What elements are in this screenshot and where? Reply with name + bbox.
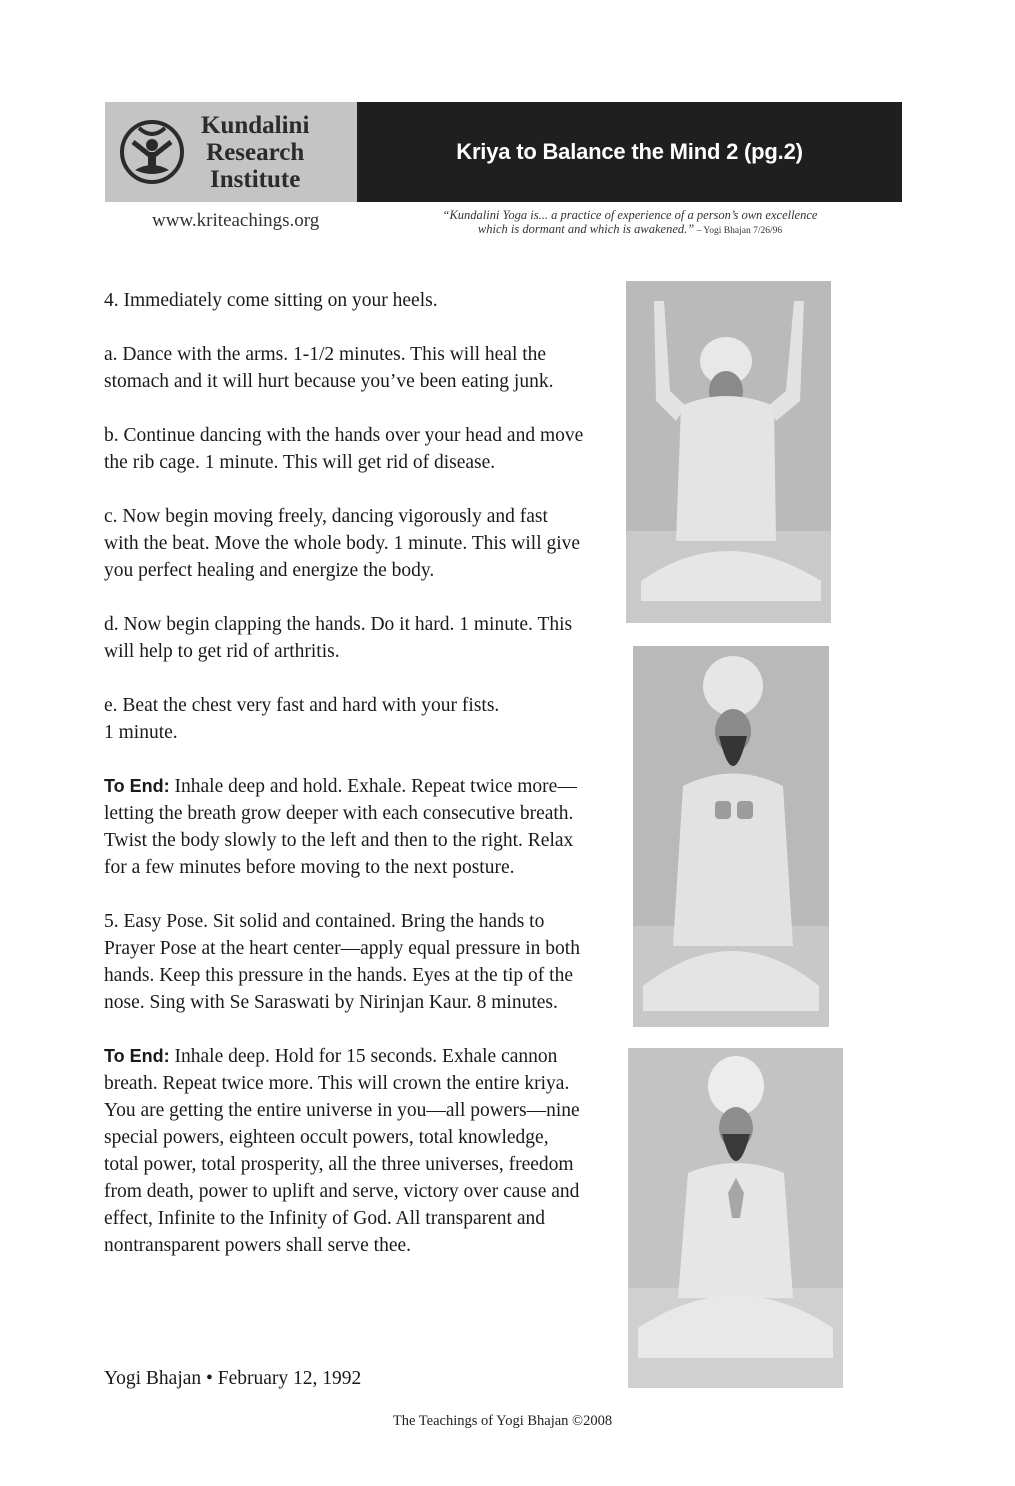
step-4: 4. Immediately come sitting on your heels.	[104, 290, 438, 311]
logo-line-3: Institute	[210, 165, 301, 193]
header-quote	[420, 208, 840, 238]
yogi-arms-raised-image	[626, 281, 831, 623]
signature: Yogi Bhajan • February 12, 1992	[104, 1368, 362, 1389]
step-4e-text: e. Beat the chest very fast and hard with your fists.	[104, 695, 500, 716]
logo-line-1: Kundalini	[201, 111, 310, 139]
title-banner	[357, 102, 902, 202]
photo-arms-raised	[626, 281, 831, 623]
page-header	[105, 102, 902, 202]
to-end-1	[104, 773, 584, 881]
photo-chest-beating	[633, 646, 829, 1027]
quote-line-1: “Kundalini Yoga is... a practice of experience of a person’s own excellence	[442, 208, 818, 222]
website-url[interactable]: www.kriteachings.org	[152, 210, 320, 231]
instructions-body	[104, 287, 584, 1286]
to-end-1-text: Inhale deep and hold. Exhale. Repeat twice more—letting the breath grow deeper with each consecutive breath. Twist the body slowly to the left and then to the right. Relax for a few minutes before moving to the next posture.	[104, 776, 577, 878]
to-end-2	[104, 1043, 584, 1259]
logo-line-2: Research	[206, 138, 305, 166]
kri-logo	[105, 102, 357, 202]
step-4d: d. Now begin clapping the hands. Do it hard. 1 minute. This will help to get rid of arthritis.	[104, 614, 573, 662]
footer-copyright: The Teachings of Yogi Bhajan ©2008	[392, 1413, 613, 1429]
quote-attribution: – Yogi Bhajan 7/26/96	[694, 226, 783, 236]
meditating-figure-icon	[119, 112, 185, 192]
to-end-2-text: Inhale deep. Hold for 15 seconds. Exhale cannon breath. Repeat twice more. This will crown the entire kriya. You are getting the entire universe in you—all powers—nine special powers, eighteen occult powers, total knowledge, total power, total prosperity, all the three universes, freedom from death, power to uplift and serve, victory over cause and effect, Infinite to the Infinity of God. All transparent and nontransparent powers shall serve thee.	[104, 1046, 580, 1256]
step-5: 5. Easy Pose. Sit solid and contained. Bring the hands to Prayer Pose at the heart center—apply equal pressure in both hands. Keep this pressure in the hands. Eyes at the tip of the nose. Sing with Se Saraswati by Nirinjan Kaur. 8 minutes.	[104, 911, 580, 1013]
to-end-label: To End:	[104, 1046, 170, 1066]
to-end-label: To End:	[104, 776, 170, 796]
step-4e	[104, 692, 584, 746]
step-4c: c. Now begin moving freely, dancing vigorously and fast with the beat. Move the whole body. 1 minute. This will give you perfect healing and energize the body.	[104, 506, 581, 581]
logo-wordmark	[201, 112, 309, 193]
step-4b: b. Continue dancing with the hands over your head and move the rib cage. 1 minute. This will get rid of disease.	[104, 425, 584, 473]
quote-line-2: which is dormant and which is awakened.”	[477, 222, 695, 236]
yogi-fists-chest-image	[633, 646, 829, 1027]
yogi-prayer-pose-image	[628, 1048, 843, 1388]
step-4a: a. Dance with the arms. 1-1/2 minutes. This will heal the stomach and it will hurt because you’ve been eating junk.	[104, 344, 554, 392]
page-title: Kriya to Balance the Mind 2 (pg.2)	[456, 139, 803, 164]
step-4e-duration: 1 minute.	[104, 722, 178, 743]
photo-prayer-pose	[628, 1048, 843, 1388]
